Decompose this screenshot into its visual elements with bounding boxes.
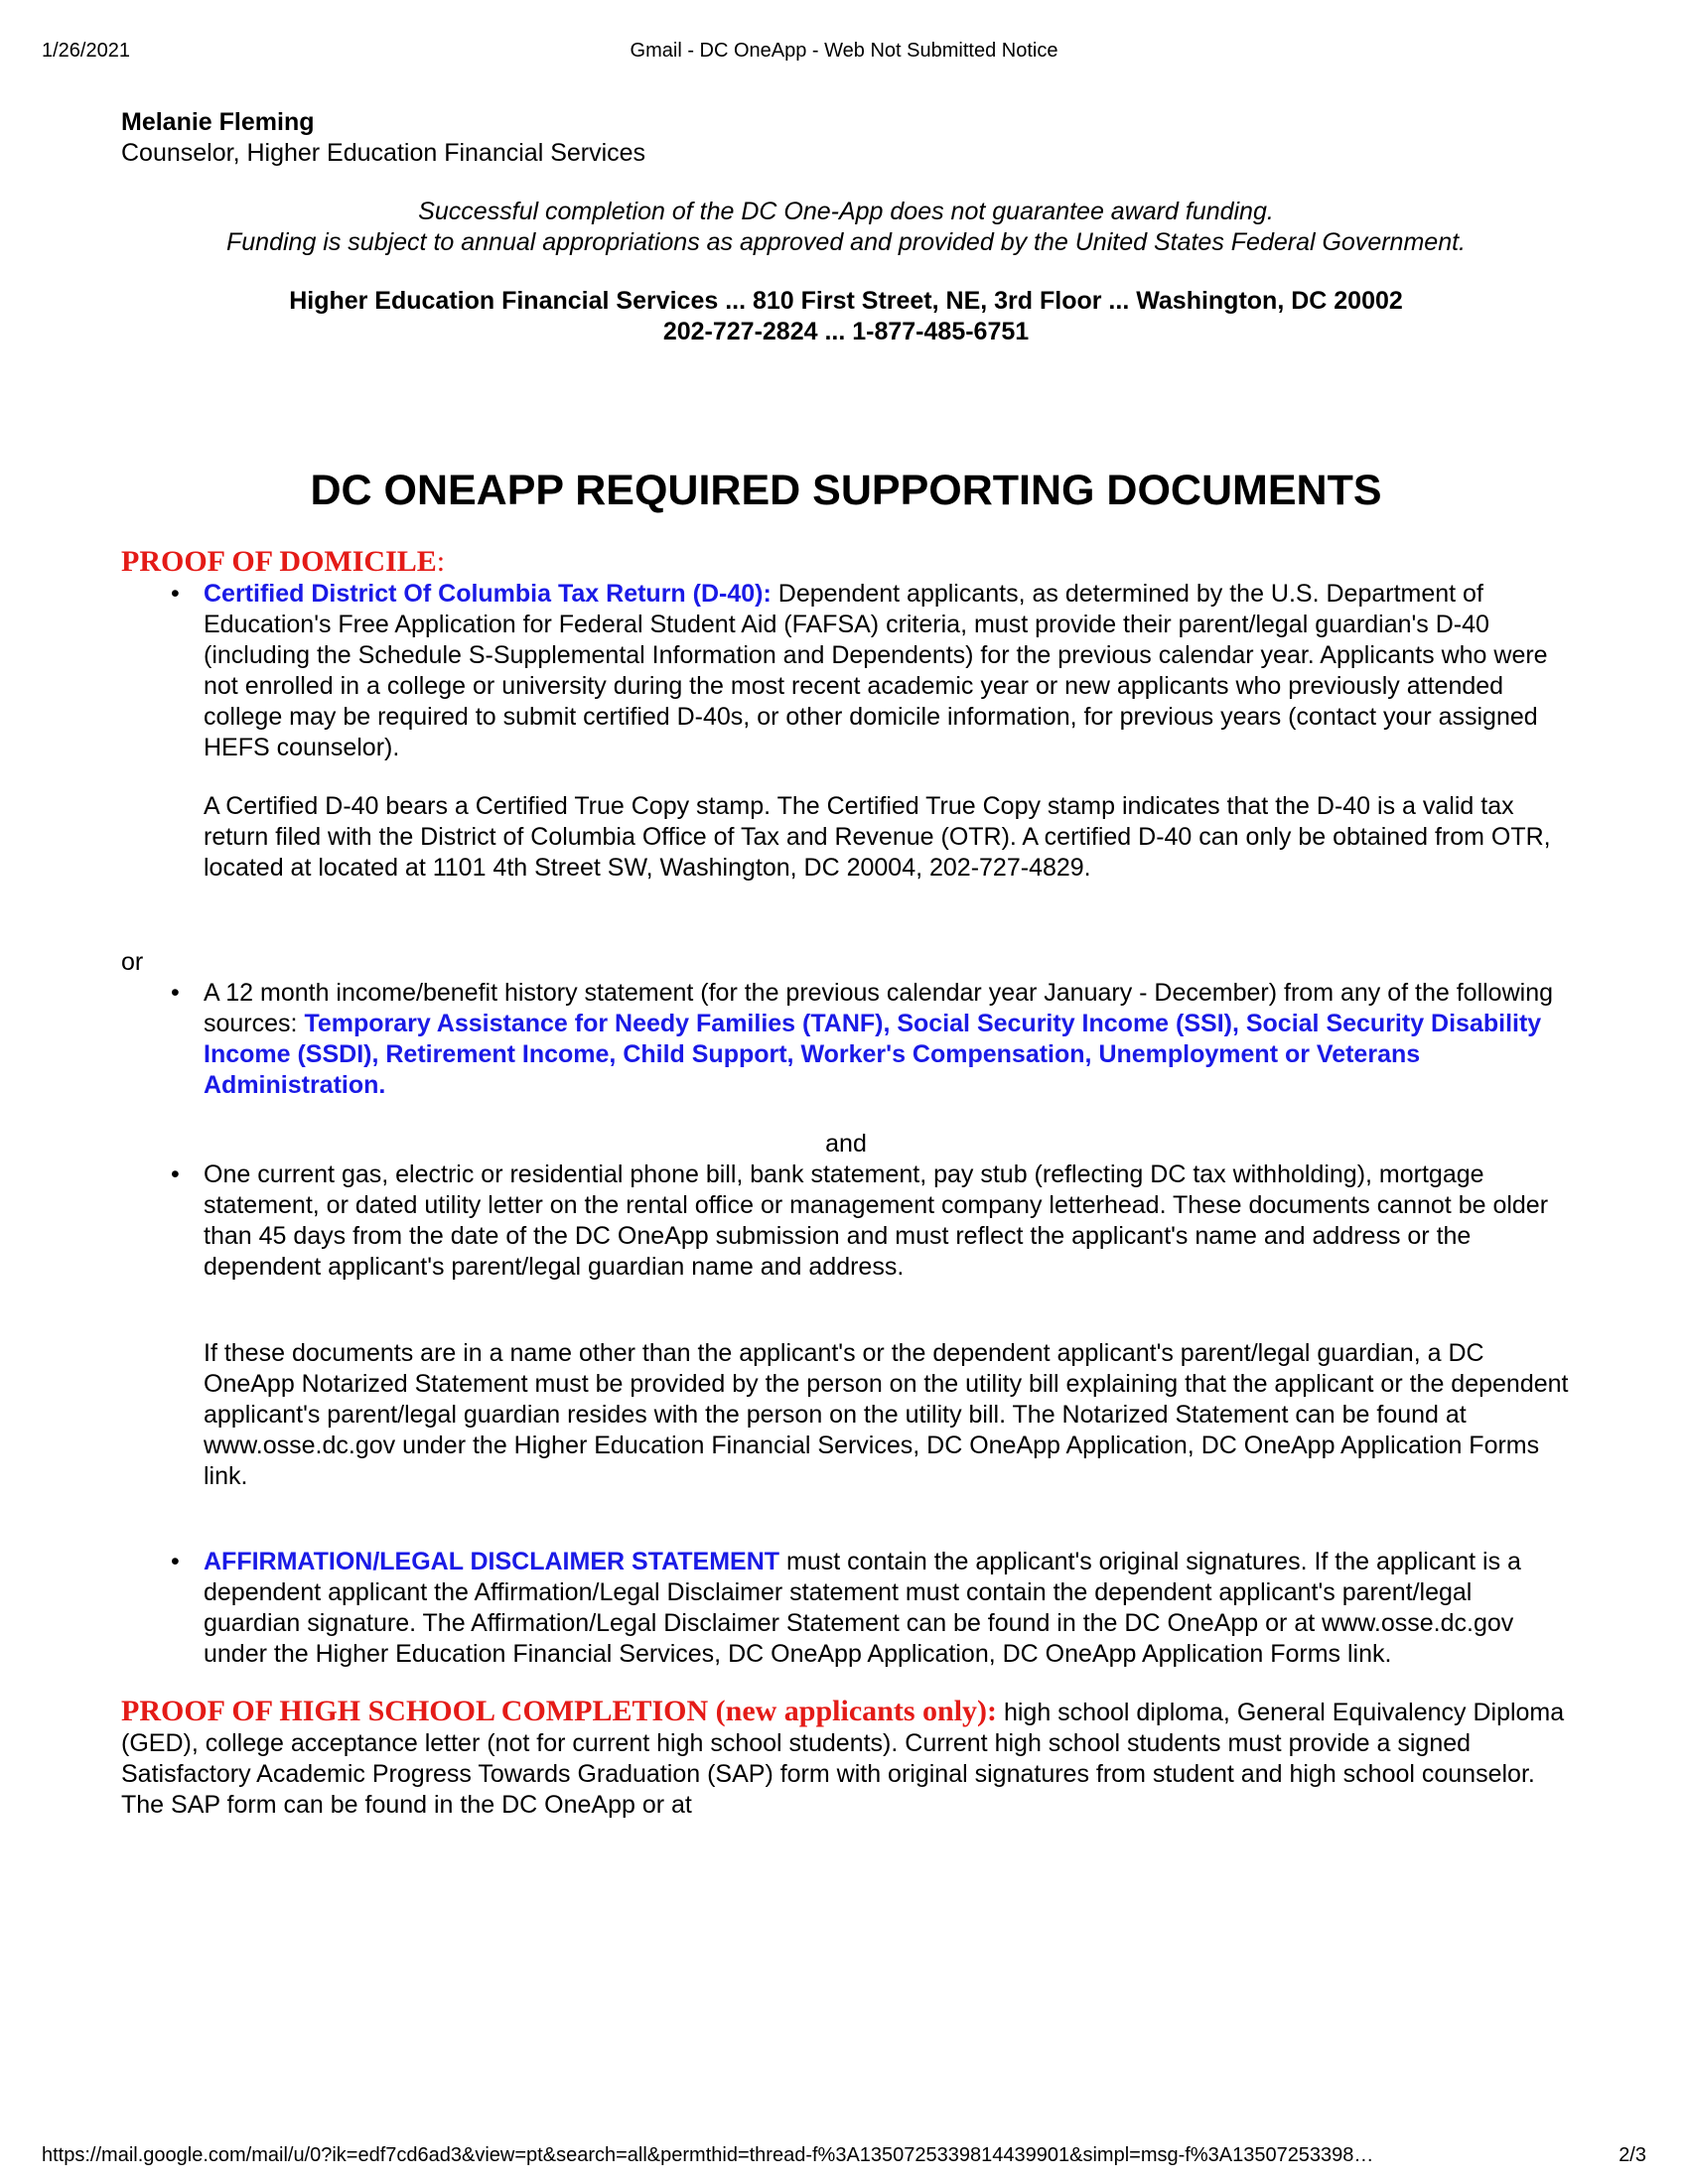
- income-list: [121, 978, 1571, 1101]
- signature-name: Melanie Fleming: [121, 108, 315, 136]
- affirmation-text: must contain the applicant's original signatures. If the applicant is a dependent applicant the Affirmation/Legal Disclaimer statement must contain the dependent applicant's parent/legal guardian signature. The Affirmation/Legal Disclaimer Statement can be found in the DC OneApp or at www.osse.dc.gov under the Higher Education Financial Services, DC OneApp Application, DC OneApp Application Forms link.: [204, 1548, 1521, 1668]
- income-text: A 12 month income/benefit history statement (for the previous calendar year January - December) from any of the following sources:: [204, 979, 1553, 1037]
- notarized-note: If these documents are in a name other than the applicant's or the dependent applicant's parent/legal guardian, a DC OneApp Notarized Statement must be provided by the person on the utility bill explaining that the applicant or the dependent applicant's parent/legal guardian resides with the person on the utility bill. The Notarized Statement can be found at www.osse.dc.gov under the Higher Education Financial Services, DC OneApp Application, DC OneApp Application Forms link.: [204, 1339, 1569, 1490]
- affirmation-label: AFFIRMATION/LEGAL DISCLAIMER STATEMENT: [204, 1548, 780, 1575]
- office-contact: [121, 286, 1571, 347]
- list-item: [121, 978, 1571, 1101]
- print-url: https://mail.google.com/mail/u/0?ik=edf7cd6ad3&view=pt&search=all&permthid=thread-f%3A1350725339814439901&simpl=msg-f%3A13507253398…: [42, 2144, 1374, 2166]
- page-number: 2/3: [1618, 2144, 1646, 2166]
- and-separator: and: [825, 1130, 867, 1158]
- domicile-colon: :: [436, 545, 446, 578]
- domicile-title: PROOF OF DOMICILE: [121, 545, 437, 578]
- disclaimer-line-2: Funding is subject to annual appropriations as approved and provided by the United States Federal Government.: [226, 228, 1466, 256]
- signature-block: [121, 107, 1571, 169]
- or-separator: or: [121, 948, 144, 976]
- office-address: Higher Education Financial Services ... 810 First Street, NE, 3rd Floor ... Washington, DC 20002: [289, 287, 1403, 315]
- print-footer: [42, 2144, 1646, 2174]
- list-item: [121, 1547, 1571, 1670]
- office-phones: 202-727-2824 ... 1-877-485-6751: [662, 318, 1030, 345]
- high-school-text: high school diploma, General Equivalency Diploma (GED), college acceptance letter (not for current high school students). Current high school students must provide a signed Satisfactory Academic Progress Towards Graduation (SAP) form with original signatures from student and high school counselor. The SAP form can be found in the DC OneApp or at: [121, 1699, 1565, 1819]
- affirmation-list: [121, 1547, 1571, 1670]
- list-item: • One current gas, electric or residential phone bill, bank statement, pay stub (reflecting DC tax withholding), mortgage statement, or dated utility letter on the rental office or management company letterhead. These documents cannot be older than 45 days from the date of the DC OneApp submission and must reflect the applicant's name and address or the dependent applicant's parent/legal guardian name and address.: [121, 1160, 1571, 1283]
- disclaimer-line-1: Successful completion of the DC One-App does not guarantee award funding.: [418, 198, 1274, 225]
- funding-disclaimer: [121, 197, 1571, 258]
- email-body: [121, 107, 1571, 1821]
- list-item: [121, 579, 1571, 763]
- income-sources: Temporary Assistance for Needy Families (TANF), Social Security Income (SSI), Social Security Disability Income (SSDI), Retirement Income, Child Support, Worker's Compensation, Unemployment or Veterans Administration.: [204, 1010, 1542, 1099]
- d40-text: Dependent applicants, as determined by the U.S. Department of Education's Free Application for Federal Student Aid (FAFSA) criteria, must provide their parent/legal guardian's D-40 (including the Schedule S-Supplemental Information and Dependents) for the previous calendar year. Applicants who were not enrolled in a college or university during the most recent academic year or new applicants who previously attended college may be required to submit certified D-40s, or other domicile information, for previous years (contact your assigned HEFS counselor).: [204, 580, 1548, 761]
- d40-label: Certified District Of Columbia Tax Return (D-40):: [204, 580, 772, 608]
- page-title: DC ONEAPP REQUIRED SUPPORTING DOCUMENTS: [310, 467, 1382, 514]
- print-title: Gmail - DC OneApp - Web Not Submitted Notice: [630, 40, 1058, 62]
- d40-note: A Certified D-40 bears a Certified True Copy stamp. The Certified True Copy stamp indicates that the D-40 is a valid tax return filed with the District of Columbia Office of Tax and Revenue (OTR). A certified D-40 can only be obtained from OTR, located at located at 1101 4th Street SW, Washington, DC 20004, 202-727-4829.: [204, 792, 1551, 882]
- domicile-heading: [121, 546, 1571, 579]
- print-date: 1/26/2021: [42, 40, 130, 62]
- signature-role: Counselor, Higher Education Financial Services: [121, 139, 646, 167]
- high-school-title: PROOF OF HIGH SCHOOL COMPLETION (new applicants only):: [121, 1695, 998, 1727]
- bill-list: [121, 1160, 1571, 1283]
- high-school-section: [121, 1696, 1571, 1821]
- d40-list: [121, 579, 1571, 763]
- print-header: [42, 40, 1646, 69]
